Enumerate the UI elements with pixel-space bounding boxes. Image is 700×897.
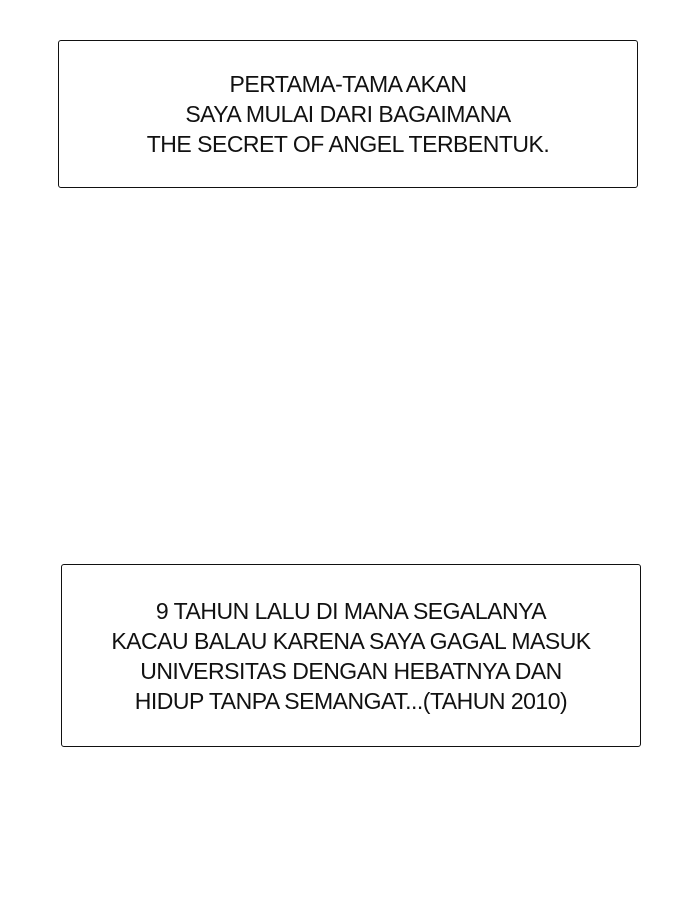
narration-box-2: [61, 564, 641, 747]
narration-text-1: [147, 69, 550, 159]
narration-line: UNIVERSITAS DENGAN HEBATNYA DAN: [140, 657, 562, 684]
narration-text-2: [111, 596, 590, 716]
narration-line: THE SECRET OF ANGEL TERBENTUK.: [146, 131, 550, 157]
narration-line: HIDUP TANPA SEMANGAT...(TAHUN 2010): [134, 687, 568, 714]
narration-line: PERTAMA-TAMA AKAN: [229, 71, 467, 97]
narration-line: 9 TAHUN LALU DI MANA SEGALANYA: [155, 597, 547, 624]
narration-line: SAYA MULAI DARI BAGAIMANA: [185, 101, 511, 127]
narration-box-1: [58, 40, 638, 188]
narration-line: KACAU BALAU KARENA SAYA GAGAL MASUK: [111, 627, 591, 654]
